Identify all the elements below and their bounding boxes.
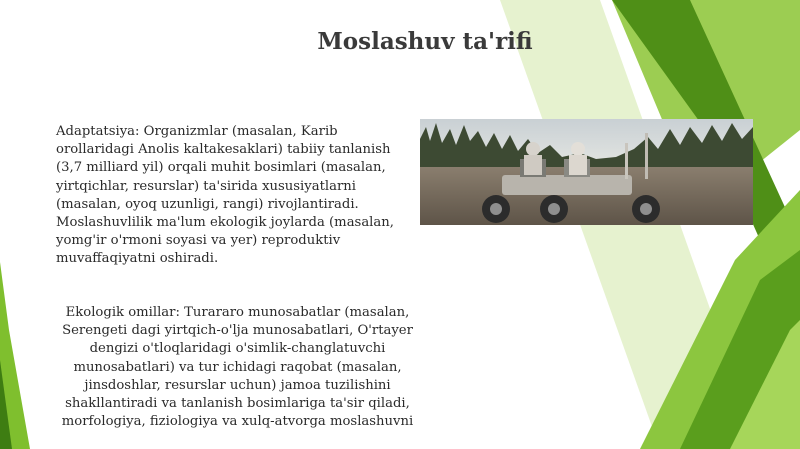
paragraph-ecological-factors: Ekologik omillar: Turararo munosabatlar (masalan, Serengeti dagi yirtqich-o'lja munosabatlari, O'rtayer dengizi o'tloqlaridagi o'simlik-changlatuvchi munosabatlari) va tur ichidagi raqobat (masalan, jinsdoshlar, resurslar uchun) jamoa tuzilishini shakllantiradi va tanlanish bosimlariga ta'sir qiladi, morfologiya, fiziologiya va xulq-atvorga moslashuvni [61, 305, 414, 430]
photo-figure-body-2 [569, 155, 587, 175]
photo-antenna [625, 143, 628, 179]
slide-title: Moslashuv ta'rifi [317, 28, 533, 55]
photo-antenna-2 [645, 133, 648, 179]
photo-wheel-3-hub [640, 203, 652, 215]
photo-figure-head [526, 142, 540, 156]
photo-figure-head-2 [571, 142, 585, 156]
photo-vehicle-body [502, 175, 632, 195]
photo-wheel-1-hub [490, 203, 502, 215]
paragraph-adaptation: Adaptatsiya: Organizmlar (masalan, Karib orollaridagi Anolis kaltakesaklari) tabiiy tanlanish (3,7 milliard yil) orqali muhit bosimlari (masalan, yirtqichlar, resurslar) ta'sirida xususiyatlarni (masalan, oyoq uzunligi, rangi) rivojlantiradi. Moslashuvlilik ma'lum ekologik joylarda (masalan, yomg'ir o'rmoni soyasi va yer) reproduktiv muvaffaqiyatni oshiradi. [56, 124, 394, 267]
photo-figure-body [524, 155, 542, 175]
photo-wheel-2-hub [548, 203, 560, 215]
photo-icon [420, 119, 753, 225]
